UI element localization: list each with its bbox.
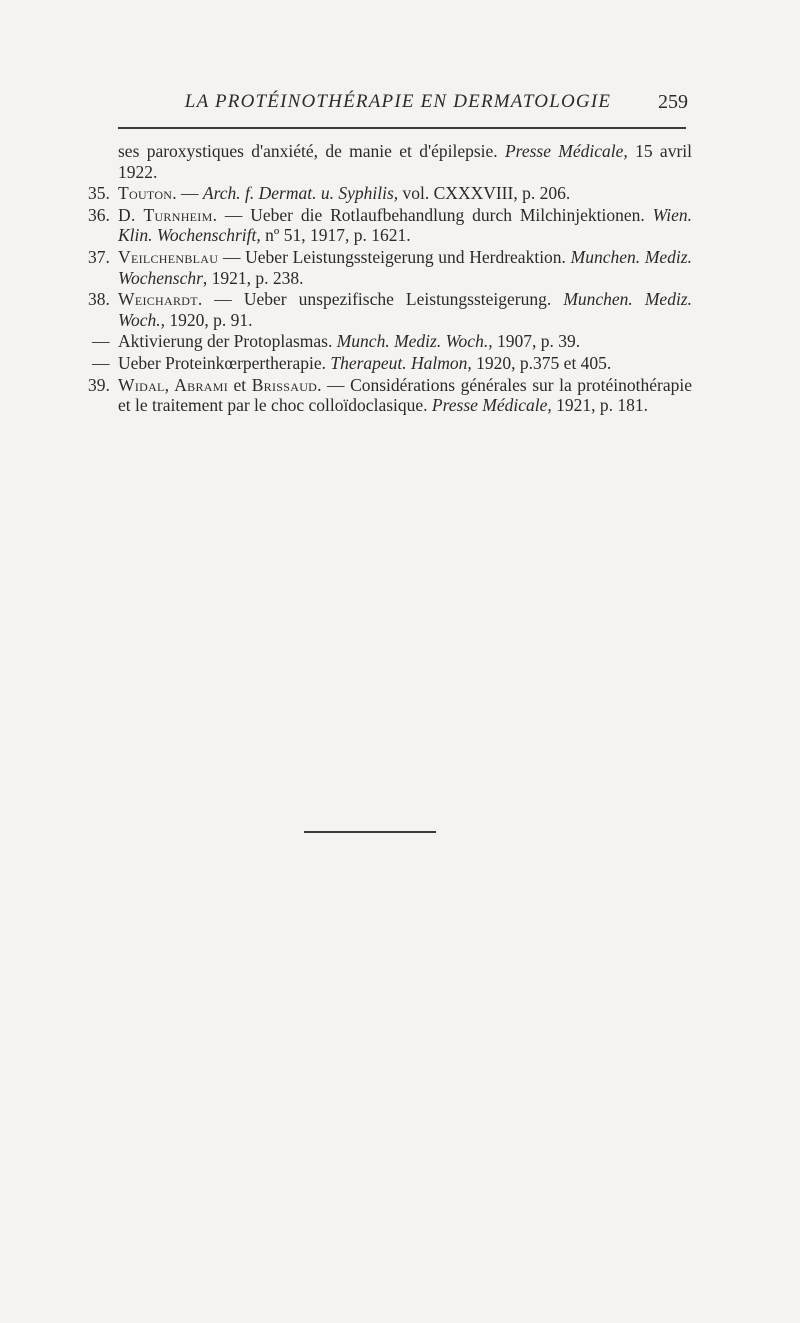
running-title: LA PROTÉINOTHÉRAPIE EN DERMATOLOGIE (184, 91, 612, 112)
reference-number: 35. (88, 183, 110, 204)
author-name: D. Turnheim (118, 204, 213, 225)
reference-text: — Ueber Leistungssteigerung und Herdreaktion. (218, 246, 571, 267)
author-name: Veilchenblau (118, 246, 219, 267)
reference-entry (88, 375, 692, 416)
reference-text: 15 avril 1922. (118, 141, 692, 182)
bibliography-list (88, 141, 692, 417)
journal-title: Therapeut. Halmon, (330, 352, 472, 373)
reference-entry (88, 247, 692, 288)
closing-rule (304, 831, 436, 833)
journal-title: Presse Médicale, (504, 141, 628, 161)
reference-text: . — Ueber die Rotlaufbehandlung durch Milchinjektionen. (212, 204, 653, 225)
reference-number: — (92, 352, 110, 373)
reference-text: vol. CXXXVIII, p. 206. (398, 183, 571, 204)
reference-text: 1907, p. 39. (492, 331, 581, 352)
reference-entry (88, 205, 692, 246)
author-name: Touton (118, 183, 173, 204)
reference-number: 39. (88, 374, 110, 395)
reference-number: — (92, 331, 110, 352)
page-number: 259 (658, 91, 688, 113)
journal-title: Munchen. Mediz. Woch., (118, 289, 692, 330)
reference-text: 1920, p.375 et 405. (471, 352, 612, 373)
reference-entry (88, 331, 692, 352)
author-name: Brissaud (251, 374, 318, 395)
reference-text: . — (172, 183, 203, 204)
reference-text: 1921, p. 181. (551, 395, 649, 416)
reference-text: Aktivierung der Protoplasmas. (118, 331, 337, 352)
reference-number: 37. (88, 246, 110, 267)
reference-entry (88, 289, 692, 330)
reference-number: 36. (88, 204, 110, 225)
reference-text: 1920, p. 91. (165, 309, 253, 330)
header-rule (118, 127, 686, 129)
author-name: Widal, Abrami (118, 374, 228, 395)
reference-text: et (228, 374, 252, 395)
journal-title: Arch. f. Dermat. u. Syphilis, (202, 183, 399, 204)
reference-number: 38. (88, 289, 110, 310)
journal-title: Munchen. Mediz. Wochenschr (118, 246, 692, 288)
journal-title: Wien. Klin. Wochenschrift, (118, 204, 693, 246)
reference-text: , 1921, p. 238. (202, 267, 304, 288)
journal-title: Presse Médicale, (431, 395, 552, 416)
reference-entry (88, 183, 692, 204)
reference-text: . — Considérations générales sur la protéinothérapie et le traitement par le choc colloïdoclasique. (118, 374, 692, 416)
author-name: Weichardt (118, 289, 198, 310)
reference-entry (88, 353, 692, 374)
reference-text: Ueber Proteinkœrpertherapie. (118, 352, 331, 373)
reference-text: ses paroxystiques d'anxiété, de manie et d'épilepsie. (118, 141, 505, 161)
journal-title: Munch. Mediz. Woch., (336, 331, 493, 352)
reference-text: . — Ueber unspezifische Leistungssteigerung. (197, 289, 564, 310)
reference-entry (88, 141, 692, 182)
reference-text: nº 51, 1917, p. 1621. (260, 225, 411, 246)
